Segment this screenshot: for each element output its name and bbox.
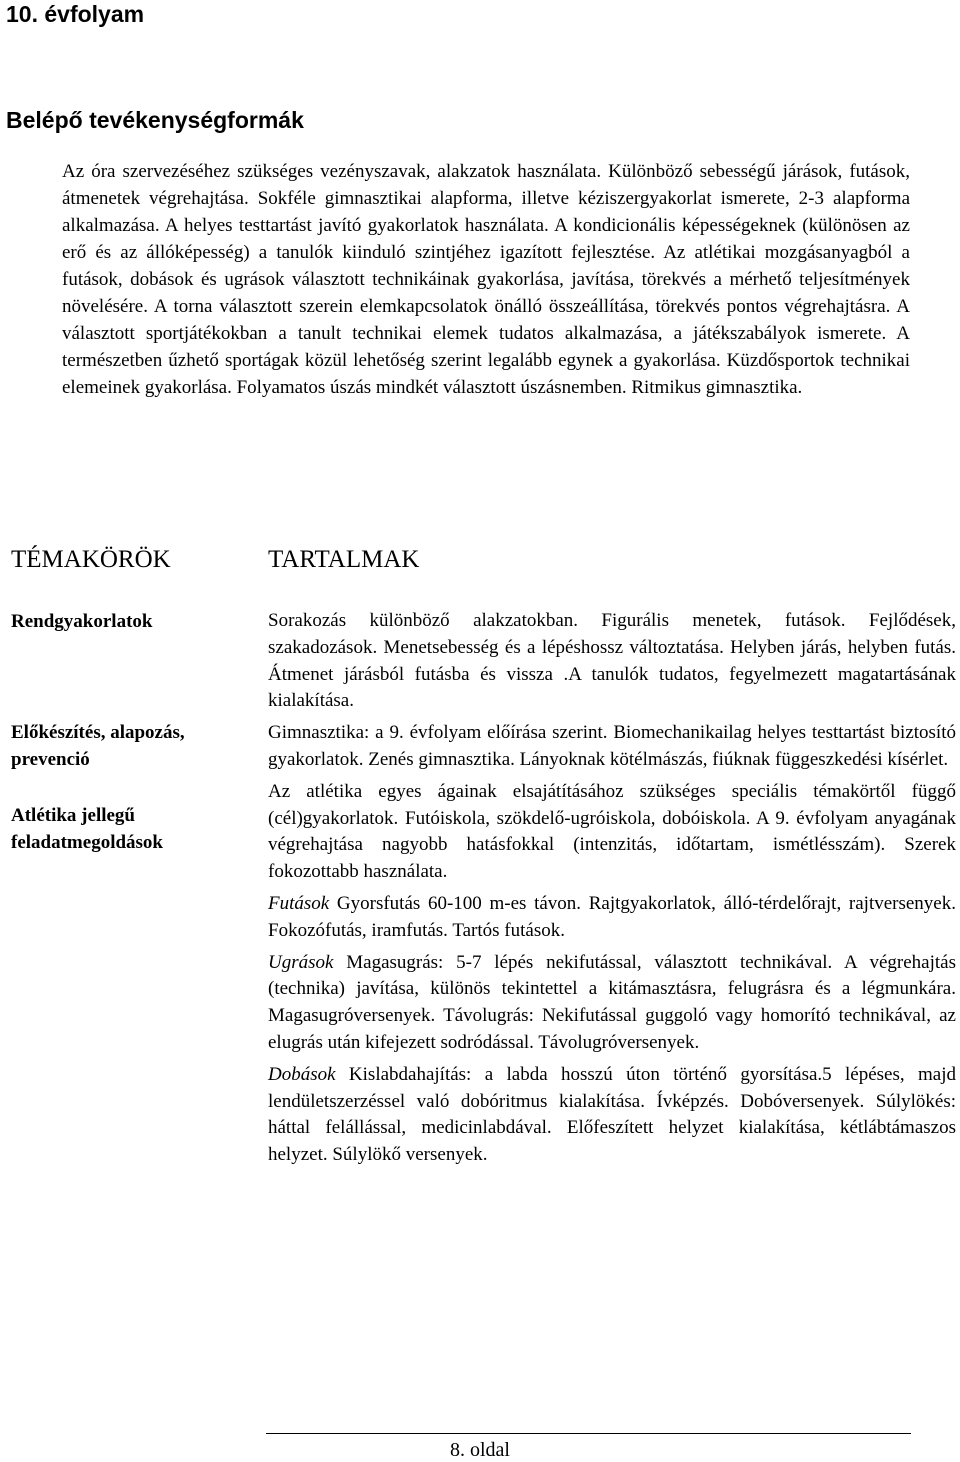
content-futasok — [268, 891, 956, 945]
contents-block — [268, 608, 956, 1169]
content-dobasok — [268, 1062, 956, 1169]
intro-paragraph: Az óra szervezéséhez szükséges vezényszavak, alakzatok használata. Különböző sebességű járások, futások, átmenetek végrehajtása. Sokféle gimnasztikai alapforma, illetve kéziszergyakorlat ismerete, 2-3 alapforma alkalmazása. A helyes testtartást javító gyakorlatok használata. A kondicionális képességeknek (különösen az erő és az állóképesség) a tanulók kiinduló szintjéhez igazított fejlesztése. Az atlétikai mozgásanyagból a futások, dobások és ugrások választott technikáinak gyakorlása, javítása, törekvés a mérhető teljesítmények növelésére. A torna választott szerein elemkapcsolatok önálló összeállítása, törekvés pontos végrehajtásra. A választott sportjátékokban a tanult technikai elemek tudatos alkalmazása, a játékszabályok ismerete. A természetben űzhető sportágak közül lehetőség szerint legalább egynek a gyakorlása. Küzdősportok technikai elemeinek gyakorlása. Folyamatos úszás mindkét választott úszásnemben. Ritmikus gimnasztika. — [62, 161, 910, 398]
section-heading: Belépő tevékenységformák — [6, 107, 304, 133]
ugrasok-text: Magasugrás: 5-7 lépés nekifutással, választott technikával. A végrehajtás (technika) javítása, különös tekintettel a kitámasztásra, felugrásra és a légmunkára. Magasugróversenyek. Távolugrás: Nekifutással guggoló vagy homorító technikával, az elugrás után kifejezett sodródással. Távolugróversenyek. — [268, 951, 956, 1053]
grade-title: 10. évfolyam — [6, 1, 145, 27]
topic-rendgyakorlatok: Rendgyakorlatok — [11, 611, 153, 632]
content-elokeszites: Gimnasztika: a 9. évfolyam előírása szerint. Biomechanikailag helyes testtartást biztosító gyakorlatok. Zenés gimnasztika. Lányoknak kötélmászás, fiúknak függeszkedési kísérlet. — [268, 722, 956, 770]
futasok-label: Futások — [268, 892, 330, 914]
contents-column-heading: TARTALMAK — [268, 546, 420, 573]
content-atletika-intro: Az atlétika egyes ágainak elsajátításához szükséges speciális témakörtől függő (cél)gyakorlatok. Futóiskola, szökdelő-ugróiskola, dobóiskola. A 9. évfolyam anyagának végrehajtása nagyobb hatásfokkal (intenzitás, időtartam, ismétlésszám). Szerek fokozottabb használata. — [268, 780, 956, 883]
topic-atletika: Atlétika jellegű feladatmegoldások — [11, 805, 163, 853]
content-ugrasok — [268, 950, 956, 1057]
topic-elokeszites: Előkészítés, alapozás, prevenció — [11, 722, 185, 770]
futasok-text: Gyorsfutás 60-100 m-es távon. Rajtgyakorlatok, álló-térdelőrajt, rajtversenyek. Fokozófutás, iramfutás. Tartós futások. — [268, 892, 956, 941]
dobasok-text: Kislabdahajítás: a labda hosszú úton történő gyorsítása.5 lépéses, majd lendületszerzéssel való dobóritmus kialakítása. Ívképzés. Dobóversenyek. Súlylökés: háttal felállással, medicinlabdával. Előfeszített helyzet kialakítása, kétlábtámaszos helyzet. Súlylökő versenyek. — [268, 1063, 956, 1166]
footer-divider — [266, 1433, 911, 1434]
topics-column-heading: TÉMAKÖRÖK — [11, 546, 171, 573]
page-number: 8. oldal — [450, 1439, 510, 1461]
dobasok-label: Dobások — [268, 1063, 336, 1085]
ugrasok-label: Ugrások — [268, 951, 334, 973]
content-rendgyakorlatok: Sorakozás különböző alakzatokban. Figurális menetek, futások. Fejlődések, szakadozások. Menetsebesség és a lépéshossz változtatása. Helyben járás, helyben futás. Átmenet járásból futásba és vissza .A tanulók tudatos, fegyelmezett magatartásának kialakítása. — [268, 610, 956, 712]
